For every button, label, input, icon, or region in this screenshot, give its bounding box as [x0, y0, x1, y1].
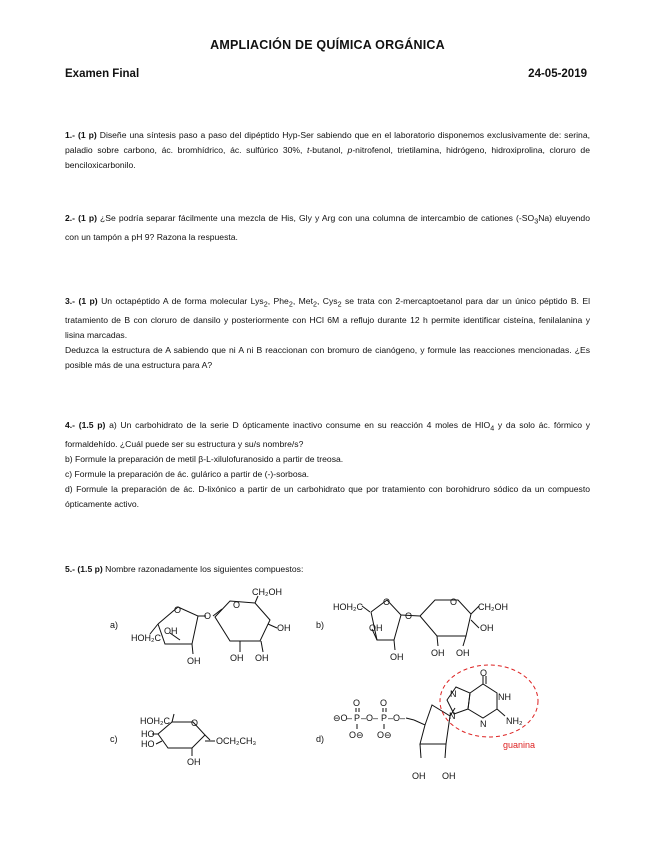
- exam-date: 24-05-2019: [528, 68, 587, 80]
- page-title: AMPLIACIÓN DE QUÍMICA ORGÁNICA: [210, 38, 445, 52]
- svg-text:OH: OH: [390, 652, 404, 662]
- svg-text:HOH₂C: HOH₂C: [140, 716, 170, 726]
- svg-text:O: O: [405, 611, 413, 621]
- svg-text:HO: HO: [141, 739, 155, 749]
- guanine-label: guanina: [503, 740, 536, 750]
- svg-text:OCH₂CH₃: OCH₂CH₃: [216, 736, 257, 746]
- svg-text:O: O: [191, 718, 199, 728]
- svg-text:OH: OH: [255, 653, 269, 663]
- svg-text:O: O: [233, 600, 241, 610]
- label-c: c): [110, 734, 118, 744]
- svg-text:CH₂OH: CH₂OH: [478, 602, 508, 612]
- svg-text:–: –: [347, 713, 353, 723]
- question-number: 4.- (1.5 p): [65, 420, 106, 430]
- svg-text:N: N: [480, 719, 487, 729]
- svg-text:OH: OH: [456, 648, 470, 658]
- label-d: d): [316, 734, 325, 744]
- structure-c: [140, 714, 256, 767]
- label-a: a): [110, 620, 119, 630]
- svg-text:OH: OH: [412, 771, 426, 781]
- svg-text:OH: OH: [369, 623, 383, 633]
- svg-text:⊖O: ⊖O: [333, 713, 348, 723]
- svg-text:OH: OH: [442, 771, 456, 781]
- question-5: 5.- (1.5 p) Nombre razonadamente los siguientes compuestos:: [65, 564, 304, 574]
- svg-text:O: O: [380, 698, 388, 708]
- svg-text:CH₂OH: CH₂OH: [252, 587, 282, 597]
- exam-type: Examen Final: [65, 68, 140, 80]
- structure-b: [333, 597, 508, 662]
- svg-text:P: P: [354, 713, 361, 723]
- svg-text:OH: OH: [187, 656, 201, 666]
- svg-text:OH: OH: [277, 623, 291, 633]
- svg-text:N: N: [450, 689, 457, 699]
- svg-text:OH: OH: [431, 648, 445, 658]
- svg-text:O: O: [383, 597, 391, 607]
- svg-text:O⊖: O⊖: [349, 730, 364, 740]
- svg-text:NH: NH: [498, 692, 511, 702]
- svg-text:O: O: [353, 698, 361, 708]
- svg-text:OH: OH: [480, 623, 494, 633]
- svg-text:HOH₂C: HOH₂C: [131, 633, 161, 643]
- svg-text:O⊖: O⊖: [377, 730, 392, 740]
- svg-text:–O–: –O–: [388, 713, 406, 723]
- question-4: 4.- (1.5 p) a) Un carbohidrato de la serie D ópticamente inactivo consume en su reacción 4 moles de $HIO_4$ y da solo ác. fórmico y formaldehído. ¿Cuál puede ser su estructura y su/s nombre/s? b) Formule la preparación de metil β-L-xilulofuranosido a partir de treosa. c) Formule la preparación de ác. gulárico a partir de (-)-sorbosa. d) Formule la preparación de ác. D-lixónico a partir de un carbohidrato que por tratamiento con borohidruro sódico da un compuesto ópticamente activo.: [65, 420, 590, 509]
- svg-text:O: O: [450, 597, 458, 607]
- structure-d: [333, 665, 538, 781]
- question-number: 3.- (1 p): [65, 296, 98, 306]
- svg-text:N: N: [449, 711, 456, 721]
- svg-text:HO: HO: [141, 729, 155, 739]
- svg-text:P: P: [381, 713, 388, 723]
- guanine-highlight: [440, 665, 538, 737]
- svg-text:O: O: [174, 605, 182, 615]
- svg-text:O: O: [204, 611, 212, 621]
- svg-text:–O–: –O–: [361, 713, 379, 723]
- question-1: 1.- (1 p) Diseñe una síntesis paso a paso del dipéptido Hyp-Ser sabiendo que en el laboratorio disponemos exclusivamente de: serina, paladio sobre carbono, ác. bromhídrico, ác. sulfúrico 30%, t-butanol, p-nitrofenol, trietilamina, hidrógeno, hidroxiprolina, cloruro de benciloxicarbonilo.: [65, 130, 590, 170]
- question-number: 5.- (1.5 p): [65, 564, 103, 574]
- svg-text:OH: OH: [230, 653, 244, 663]
- question-number: 2.- (1 p): [65, 213, 97, 223]
- structure-a: [131, 587, 291, 666]
- question-2: 2.- (1 p) ¿Se podría separar fácilmente una mezcla de His, Gly y Arg con una columna de intercambio de cationes $(-SO_3Na)$ eluyendo con un tampón a pH 9? Razona la respuesta.: [65, 213, 590, 242]
- question-number: 1.- (1 p): [65, 130, 97, 140]
- question-3: 3.- (1 p) Un octapéptido A de forma molecular Lys$_2$, Phe$_2$, Met$_2$, Cys$_2$ se trata con 2-mercaptoetanol para dar un único péptido B. El tratamiento de B con cloruro de dansilo y posteriormente con HCl 6M a reflujo durante 12 h permite identificar cisteína, fenilalanina y lisina marcadas. Deduzca la estructura de A sabiendo que ni A ni B reaccionan con bromuro de cianógeno, y formule las reacciones mencionadas. ¿Es posible más de una estructura para A?: [65, 296, 591, 370]
- svg-text:HOH₂C: HOH₂C: [333, 602, 363, 612]
- label-b: b): [316, 620, 325, 630]
- svg-text:NH₂: NH₂: [506, 716, 523, 726]
- svg-text:OH: OH: [164, 626, 178, 636]
- svg-text:OH: OH: [187, 757, 201, 767]
- svg-text:O: O: [480, 668, 488, 678]
